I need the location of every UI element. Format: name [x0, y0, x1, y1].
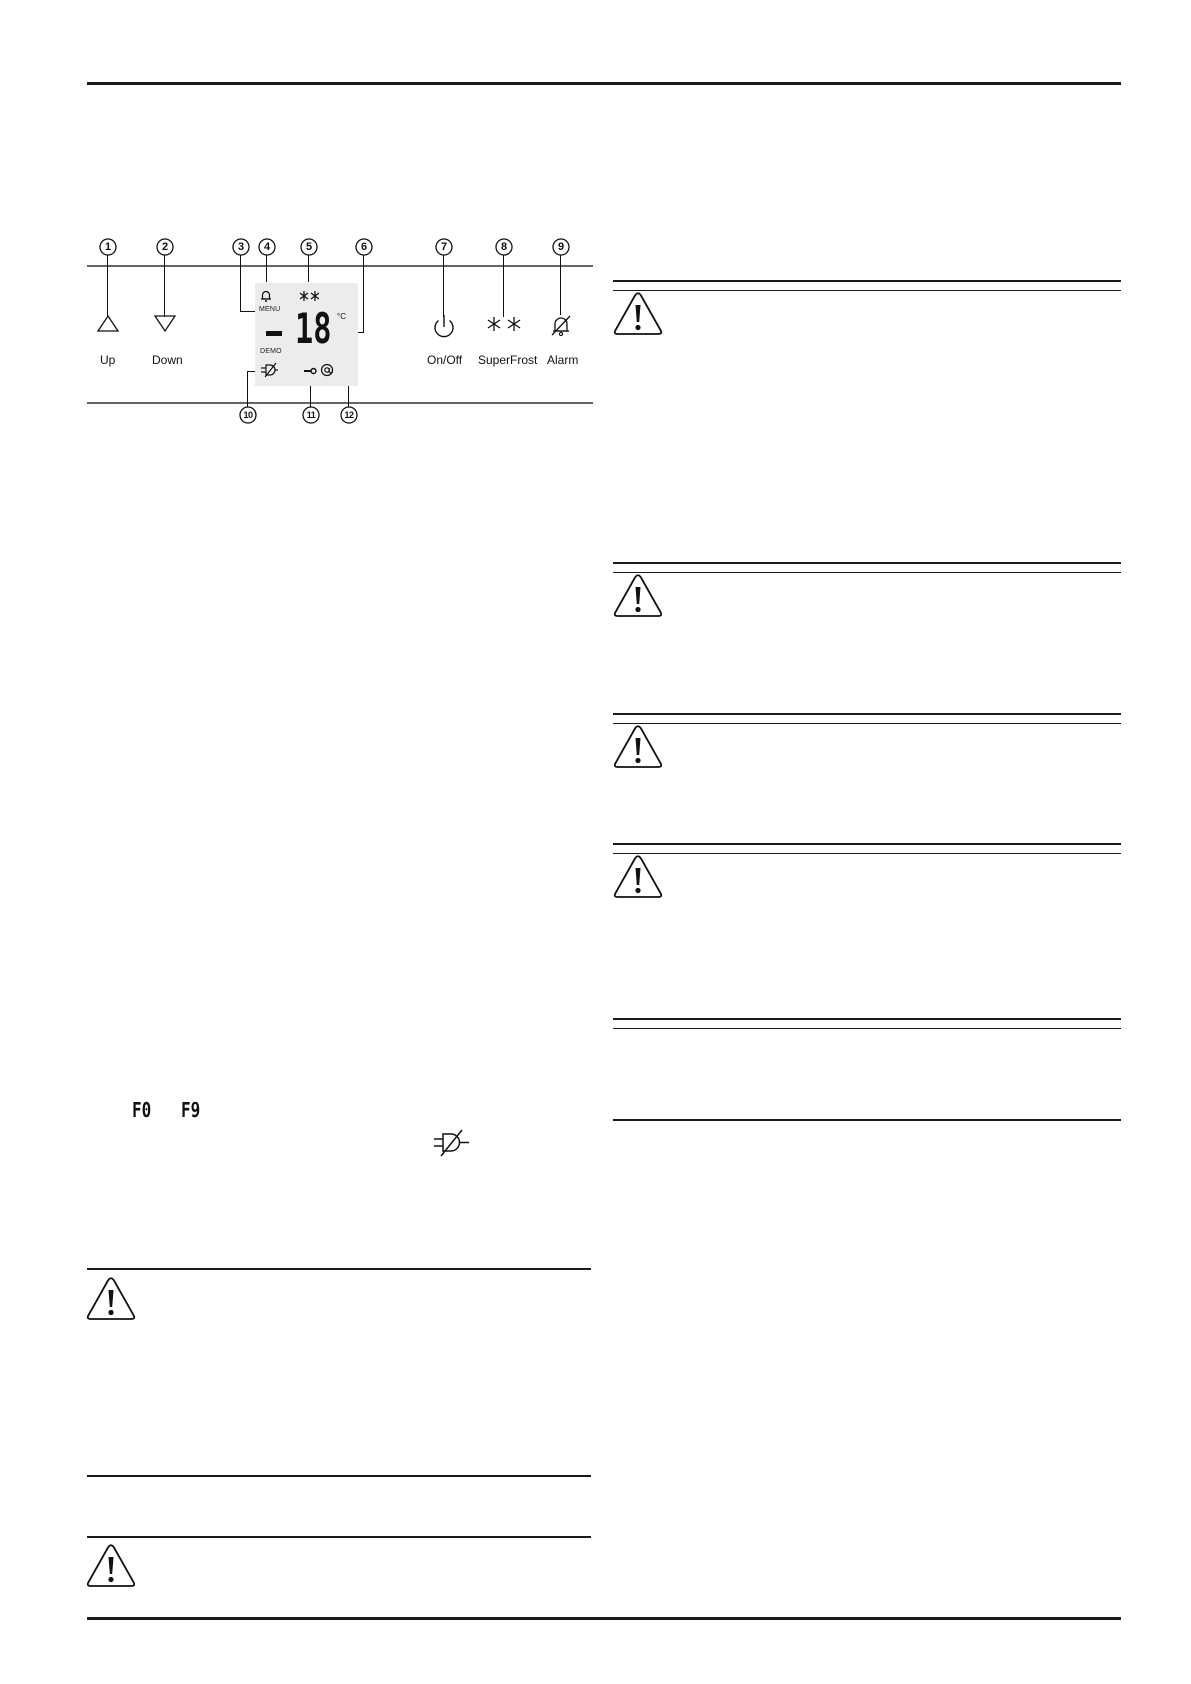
warning-triangle-icon — [612, 724, 664, 770]
callout-number: 10 — [243, 410, 253, 420]
warning-triangle-icon — [612, 573, 664, 619]
footer-rule — [87, 1617, 1121, 1620]
right-warning-rule-1a — [613, 280, 1121, 282]
key-lock-icon — [303, 366, 317, 376]
callout-7 — [432, 235, 456, 259]
callout-number: 1 — [104, 241, 112, 253]
callout-10 — [236, 403, 260, 427]
leader-line-7 — [443, 255, 444, 317]
temperature-minus-sign — [266, 331, 282, 336]
callout-12 — [337, 403, 361, 427]
right-warning-rule-2a — [613, 562, 1121, 564]
callout-9 — [549, 235, 573, 259]
callout-5 — [297, 235, 321, 259]
on-off-label: On/Off — [427, 353, 463, 367]
right-section-rule-a — [613, 1018, 1121, 1020]
panel-top-line — [87, 265, 593, 267]
left-warning-rule-1 — [87, 1268, 591, 1270]
header-rule — [87, 82, 1121, 85]
right-section-rule-c — [613, 1119, 1121, 1121]
leader-line-8 — [503, 255, 504, 317]
callout-8 — [492, 235, 516, 259]
superfrost-icon — [483, 312, 525, 336]
up-triangle-icon — [92, 312, 124, 336]
right-warning-rule-3b — [613, 723, 1121, 724]
leader-line-6 — [363, 255, 364, 333]
leader-line-10 — [247, 371, 248, 407]
callout-number: 9 — [557, 241, 565, 253]
right-warning-rule-4a — [613, 843, 1121, 845]
callout-number: 4 — [263, 241, 271, 253]
up-label: Up — [100, 353, 116, 367]
bell-icon — [259, 289, 273, 303]
error-code-start: F0 — [132, 1098, 152, 1122]
right-warning-rule-4b — [613, 853, 1121, 854]
warning-triangle-icon — [85, 1276, 137, 1322]
leader-line-1 — [107, 255, 108, 317]
leader-line-5 — [308, 255, 309, 282]
right-section-rule-b — [613, 1028, 1121, 1029]
left-section-rule — [87, 1475, 591, 1477]
callout-number: 7 — [440, 241, 448, 253]
warning-triangle-icon — [612, 854, 664, 900]
leader-line-9 — [560, 255, 561, 315]
eco-at-icon — [320, 363, 334, 377]
callout-number: 2 — [161, 241, 169, 253]
callout-2 — [153, 235, 177, 259]
leader-line-2 — [164, 255, 165, 317]
callout-number: 3 — [237, 241, 245, 253]
right-warning-rule-3a — [613, 713, 1121, 715]
leader-line-3-horizontal — [240, 311, 256, 312]
alarm-off-icon — [545, 312, 577, 338]
power-plug-icon — [432, 1129, 472, 1157]
callout-6 — [352, 235, 376, 259]
display-superfrost-icon — [299, 290, 321, 302]
down-triangle-icon — [149, 312, 181, 336]
warning-triangle-icon — [612, 291, 664, 337]
temperature-value: 18 — [295, 304, 332, 353]
alarm-label: Alarm — [547, 353, 579, 367]
callout-number: 5 — [305, 241, 313, 253]
down-label: Down — [152, 353, 183, 367]
power-icon — [428, 312, 460, 340]
callout-11 — [299, 403, 323, 427]
warning-triangle-icon — [85, 1543, 137, 1589]
callout-4 — [255, 235, 279, 259]
superfrost-label: SuperFrost — [478, 353, 538, 367]
right-warning-rule-2b — [613, 572, 1121, 573]
temperature-unit: °C — [337, 312, 346, 321]
callout-1 — [96, 235, 120, 259]
demo-indicator: DEMO — [260, 348, 282, 355]
callout-number: 11 — [306, 410, 316, 420]
callout-number: 6 — [360, 241, 368, 253]
callout-3 — [229, 235, 253, 259]
right-warning-rule-1b — [613, 290, 1121, 291]
menu-indicator: MENU — [259, 306, 281, 313]
callout-number: 12 — [344, 410, 354, 420]
callout-number: 8 — [500, 241, 508, 253]
power-plug-icon — [259, 362, 279, 378]
leader-line-4 — [266, 255, 267, 282]
leader-line-3 — [240, 255, 241, 311]
error-code-end: F9 — [181, 1098, 201, 1122]
left-warning-rule-2 — [87, 1536, 591, 1538]
